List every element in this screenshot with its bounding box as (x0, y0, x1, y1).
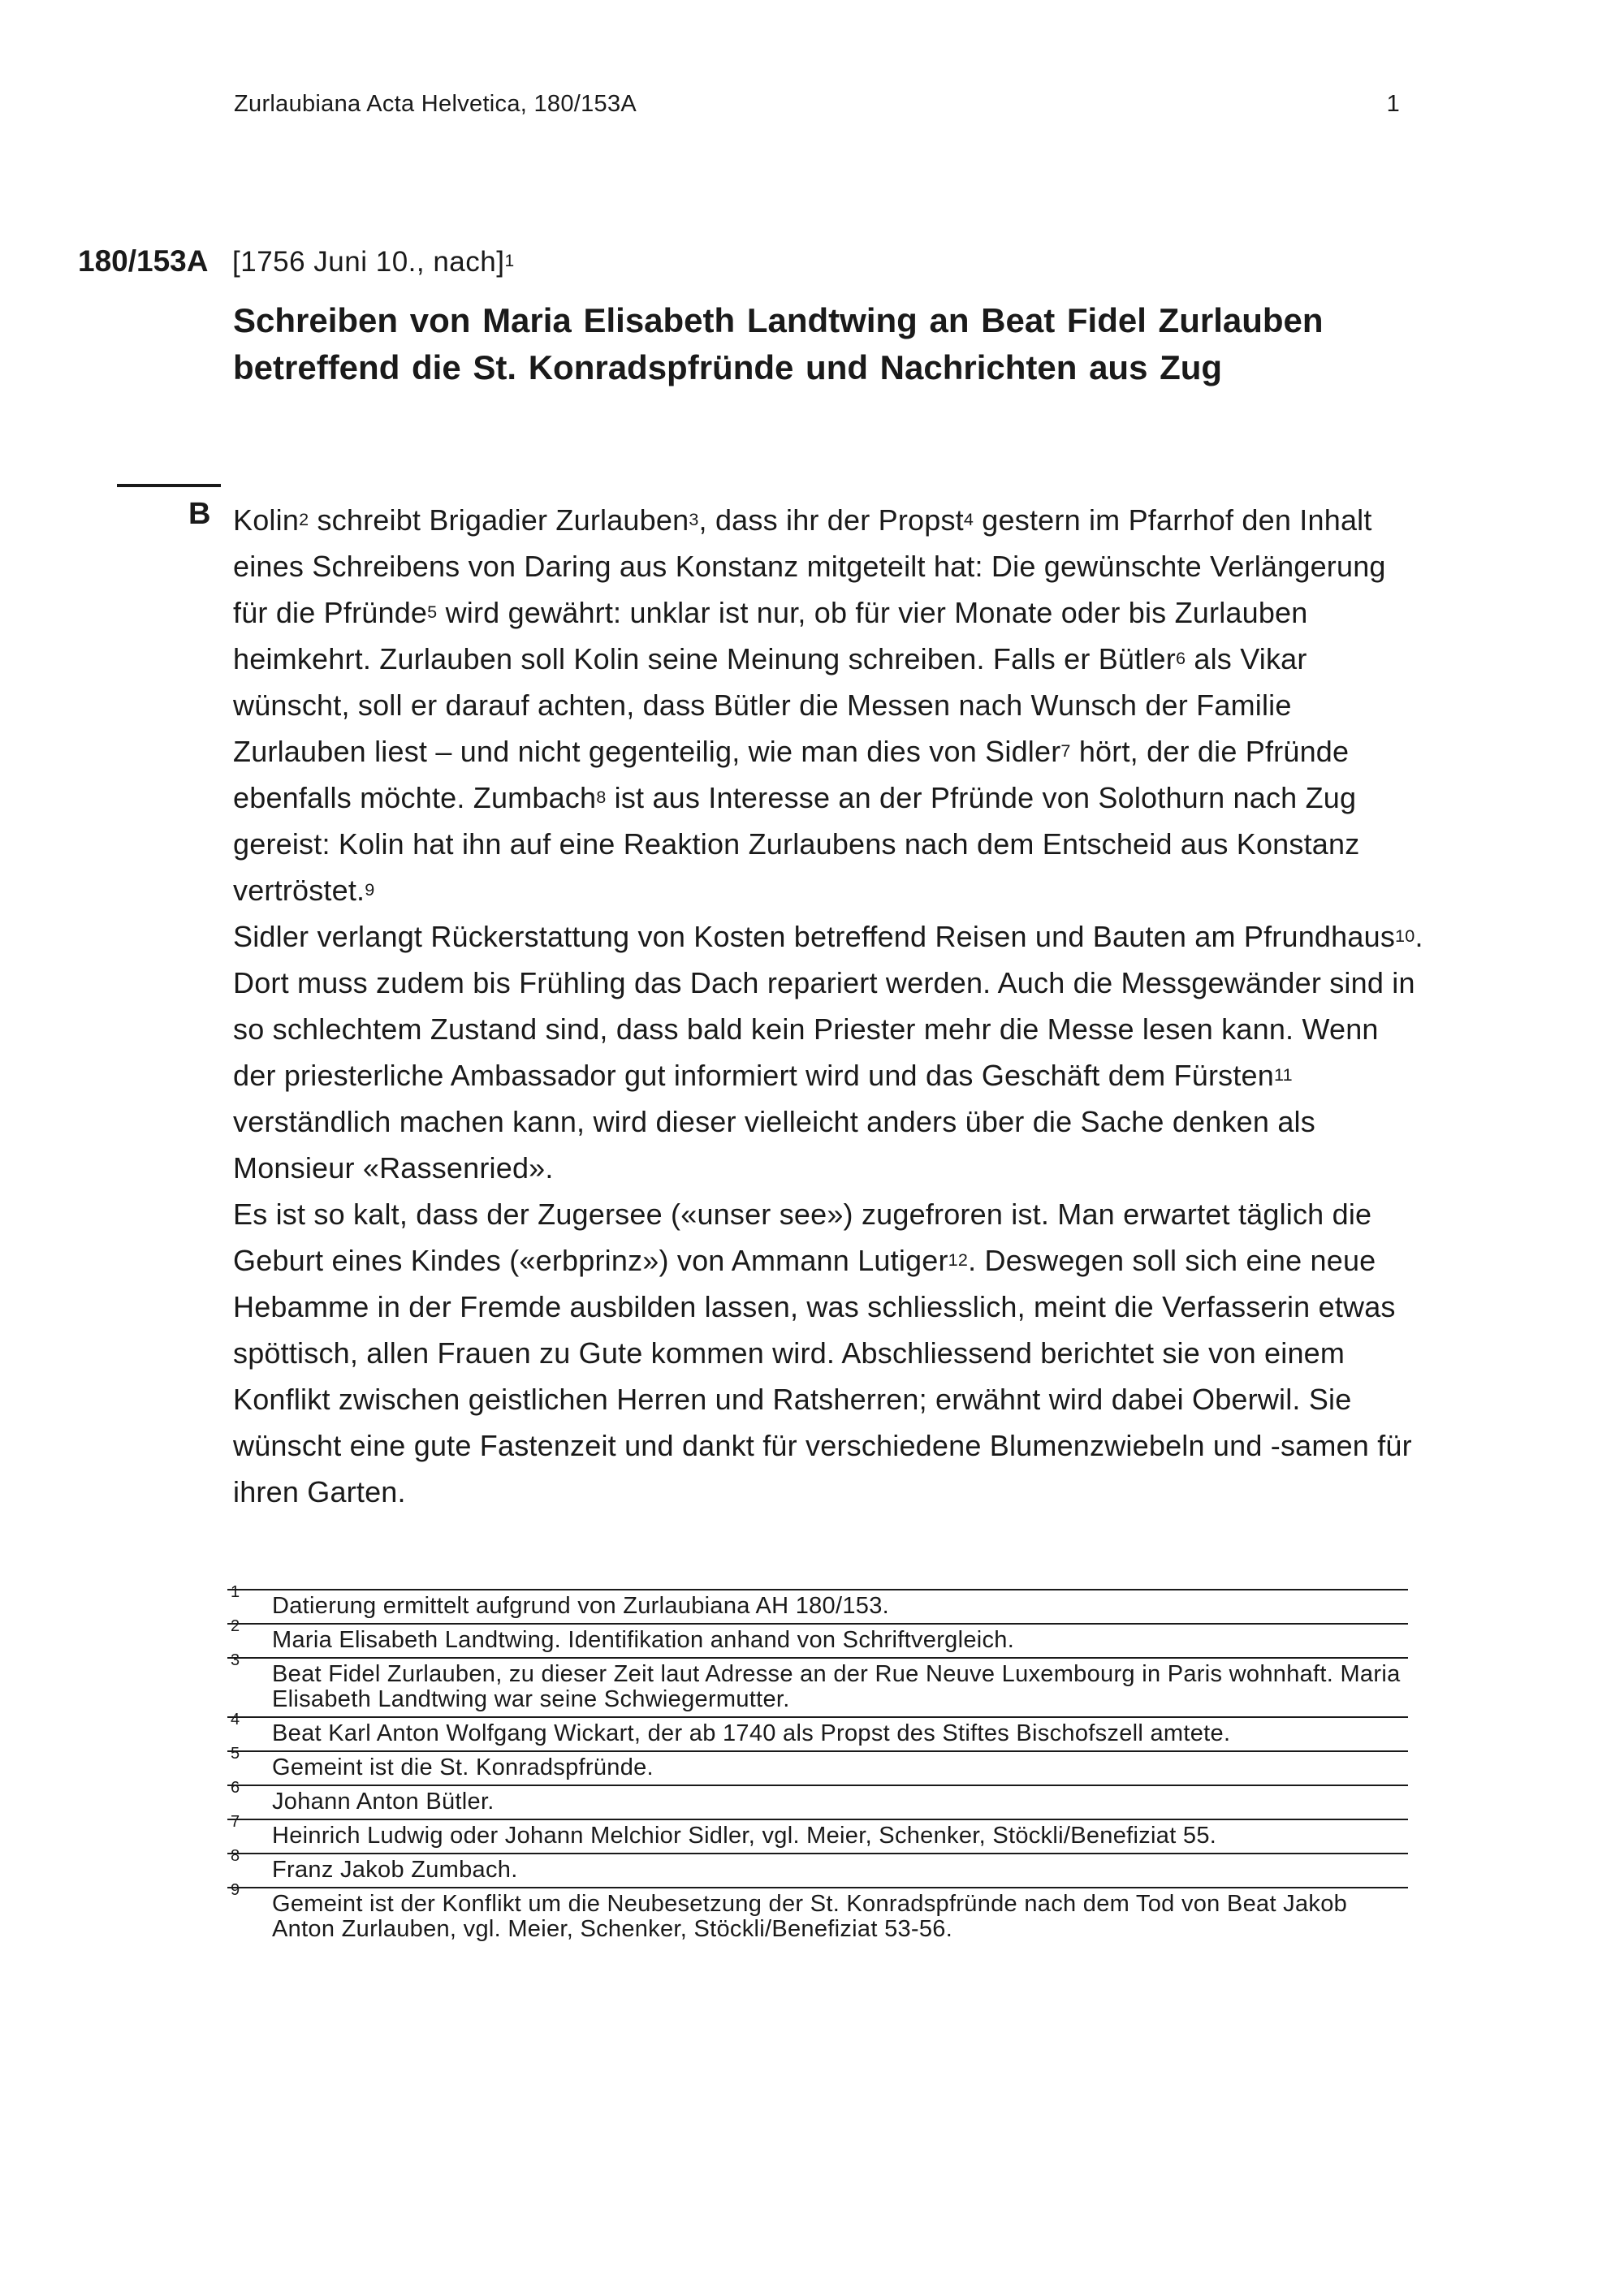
footnote-ref: 4 (963, 508, 974, 529)
regest-text: . Deswegen soll sich eine neue Hebamme in der Fremde ausbilden lassen, was schliesslich, meint die Verfasserin etwas spöttisch, allen Frauen zu Gute kommen wird. Abschliessend berichtet sie von einem Konflikt zwischen geistlichen Herren und Ratsherren; erwähnt wird dabei Oberwil. Sie wünscht eine gute Fastenzeit und dankt für verschiedene Blumenzwiebeln und -samen für ihren Garten. (233, 1244, 1412, 1508)
footnote-text: Datierung ermittelt aufgrund von Zurlaubiana AH 180/153. (272, 1593, 889, 1619)
page-number: 1 (1386, 91, 1400, 117)
section-marker: B (188, 497, 211, 531)
footnote-ref: 12 (948, 1249, 969, 1270)
footnote: 7 Heinrich Ludwig oder Johann Melchior Sidler, vgl. Meier, Schenker, Stöckli/Benefiziat 55. (227, 1819, 1408, 1853)
footnote: 4 Beat Karl Anton Wolfgang Wickart, der ab 1740 als Propst des Stiftes Bischofszell amtete. (227, 1716, 1408, 1750)
footnote: 6 Johann Anton Bütler. (227, 1785, 1408, 1819)
regest-text: Es ist so kalt, dass der Zugersee («unser see») zugefroren ist. Man erwartet täglich die Geburt eines Kindes («erbprinz») von Ammann Lutiger (233, 1198, 1372, 1277)
footnote: 8 Franz Jakob Zumbach. (227, 1853, 1408, 1887)
regest-text: als Vikar wünscht, soll er darauf achten, dass Bütler die Messen nach Wunsch der Familie Zurlauben liest – und nicht gegenteilig, wie man dies von Sidler (233, 642, 1307, 768)
regest-paragraph (233, 1191, 1427, 1515)
footnote: 9 Gemeint ist der Konflikt um die Neubesetzung der St. Konradspfründe nach dem Tod von Beat Jakob Anton Zurlauben, vgl. Meier, Schenker, Stöckli/Benefiziat 53-56. (227, 1887, 1408, 1946)
footnote-text: Beat Karl Anton Wolfgang Wickart, der ab 1740 als Propst des Stiftes Bischofszell amtete. (272, 1720, 1231, 1746)
footnote-text: Johann Anton Bütler. (272, 1789, 495, 1815)
footnote-ref: 10 (1395, 925, 1415, 946)
section-divider (117, 484, 221, 487)
footnote-text: Beat Fidel Zurlauben, zu dieser Zeit laut Adresse an der Rue Neuve Luxembourg in Paris wohnhaft. Maria Elisabeth Landtwing war seine Schwiegermutter. (272, 1661, 1401, 1712)
regest-text: Sidler verlangt Rückerstattung von Kosten betreffend Reisen und Bauten am Pfrundhaus (233, 920, 1396, 953)
footnotes (227, 1583, 1408, 1946)
footnote-text: Gemeint ist die St. Konradspfründe. (272, 1754, 654, 1780)
footnote-ref: 6 (1175, 647, 1186, 668)
footnote: 3 Beat Fidel Zurlauben, zu dieser Zeit laut Adresse an der Rue Neuve Luxembourg in Paris wohnhaft. Maria Elisabeth Landtwing war seine Schwiegermutter. (227, 1657, 1408, 1716)
regest-body (233, 497, 1427, 1515)
footnote-ref: 3 (689, 508, 699, 529)
regest-text: wird gewährt: unklar ist nur, ob für vier Monate oder bis Zurlauben heimkehrt. Zurlauben soll Kolin seine Meinung schreiben. Falls er Bütler (233, 596, 1308, 675)
entry-title: Schreiben von Maria Elisabeth Landtwing an Beat Fidel Zurlauben betreffend die St. Konradspfründe und Nachrichten aus Zug (233, 301, 1324, 386)
footnote-ref: 9 (365, 878, 375, 900)
regest-text: Kolin (233, 503, 300, 537)
regest-text: schreibt Brigadier Zurlauben (309, 503, 689, 537)
entry-date (232, 246, 515, 278)
footnote-ref: 1 (504, 251, 515, 270)
regest-text: , dass ihr der Propst (698, 503, 964, 537)
footnote-ref: 5 (427, 601, 438, 622)
footnote-text: Gemeint ist der Konflikt um die Neubesetzung der St. Konradspfründe nach dem Tod von Beat Jakob Anton Zurlauben, vgl. Meier, Schenker, Stöckli/Benefiziat 53-56. (272, 1891, 1348, 1942)
entry-date-text: [1756 Juni 10., nach] (232, 246, 505, 278)
running-title: Zurlaubiana Acta Helvetica, 180/153A (234, 91, 637, 117)
footnote-text: Franz Jakob Zumbach. (272, 1857, 518, 1883)
footnote: 5 Gemeint ist die St. Konradspfründe. (227, 1750, 1408, 1785)
regest-text: . Dort muss zudem bis Frühling das Dach repariert werden. Auch die Messgewänder sind in so schlechtem Zustand sind, dass bald kein Priester mehr die Messe lesen kann. Wenn der priesterliche Ambassador gut informiert wird und das Geschäft dem Fürsten (233, 920, 1423, 1092)
footnote: 1 Datierung ermittelt aufgrund von Zurlaubiana AH 180/153. (227, 1589, 1408, 1623)
regest-text: hört, der die Pfründe ebenfalls möchte. Zumbach (233, 735, 1350, 814)
running-header (234, 91, 1400, 127)
regest-text: verständlich machen kann, wird dieser vielleicht anders über die Sache denken als Monsieur «Rassenried». (233, 1105, 1315, 1185)
entry-id: 180/153A (78, 244, 209, 278)
footnote-text: Heinrich Ludwig oder Johann Melchior Sidler, vgl. Meier, Schenker, Stöckli/Benefiziat 55. (272, 1823, 1217, 1849)
footnote: 2 Maria Elisabeth Landtwing. Identifikation anhand von Schriftvergleich. (227, 1623, 1408, 1657)
regest-paragraph (233, 497, 1427, 913)
footnote-ref: 7 (1060, 740, 1071, 761)
footnote-ref: 8 (596, 786, 607, 807)
footnote-ref: 11 (1273, 1064, 1293, 1085)
footnote-text: Maria Elisabeth Landtwing. Identifikation anhand von Schriftvergleich. (272, 1627, 1015, 1653)
regest-text: ist aus Interesse an der Pfründe von Solothurn nach Zug gereist: Kolin hat ihn auf eine Reaktion Zurlaubens nach dem Entscheid aus Konstanz vertröstet. (233, 781, 1360, 907)
regest-paragraph (233, 913, 1427, 1191)
footnote-ref: 2 (299, 508, 309, 529)
regest-text: gestern im Pfarrhof den Inhalt eines Schreibens von Daring aus Konstanz mitgeteilt hat: Die gewünschte Verlängerung für die Pfründe (233, 503, 1386, 629)
